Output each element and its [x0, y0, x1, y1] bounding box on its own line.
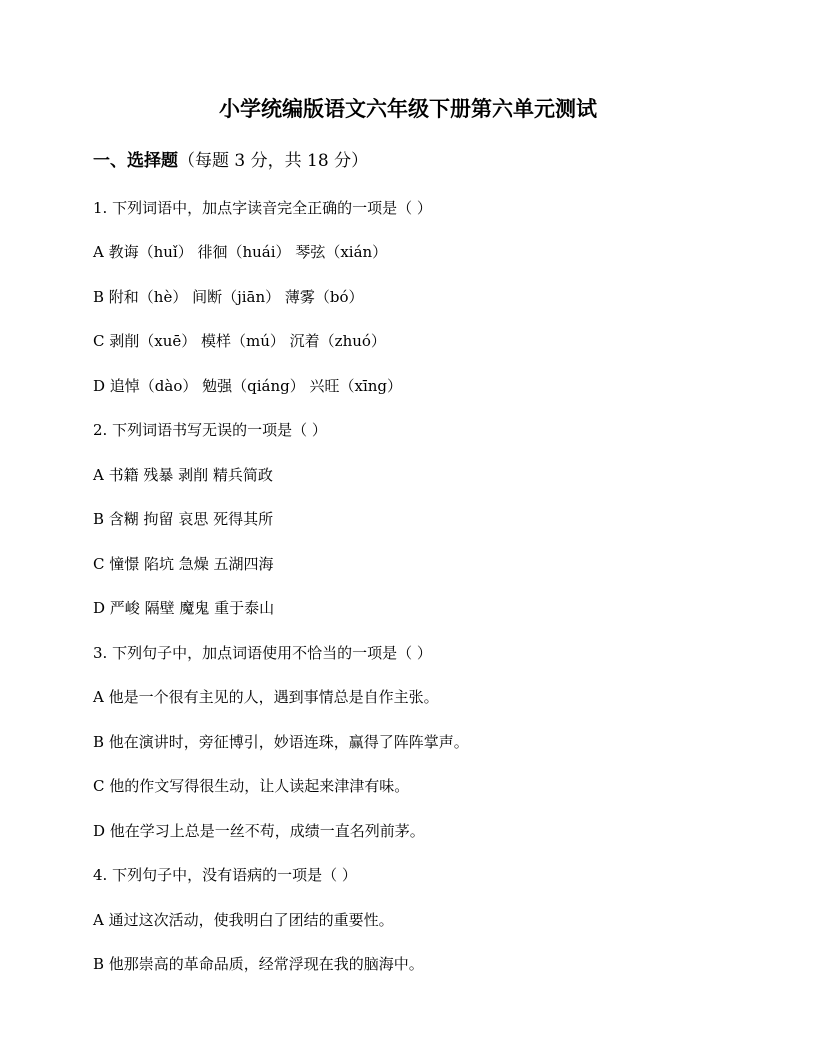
- question-1-option-b: B 附和（hè） 间断（jiān） 薄雾（bó）: [93, 288, 364, 306]
- question-2-option-c: C 憧憬 陷坑 急燥 五湖四海: [93, 555, 274, 573]
- question-4-option-b: B 他那崇高的革命品质，经常浮现在我的脑海中。: [93, 955, 424, 973]
- question-3-option-b: B 他在演讲时，旁征博引，妙语连珠，赢得了阵阵掌声。: [93, 733, 469, 751]
- question-2-option-a: A 书籍 残暴 剥削 精兵简政: [93, 466, 273, 484]
- question-3-stem: 3. 下列句子中，加点词语使用不恰当的一项是（ ）: [93, 644, 432, 662]
- question-2-option-d: D 严峻 隔壁 魔鬼 重于泰山: [93, 599, 275, 617]
- question-1-option-d: D 追悼（dào） 勉强（qiáng） 兴旺（xīng）: [93, 377, 403, 395]
- question-3-option-d: D 他在学习上总是一丝不苟，成绩一直名列前茅。: [93, 822, 425, 840]
- question-3-option-a: A 他是一个很有主见的人，遇到事情总是自作主张。: [93, 688, 439, 706]
- section-note: （每题 3 分，共 18 分）: [178, 151, 369, 171]
- question-1-stem: 1. 下列词语中，加点字读音完全正确的一项是（ ）: [93, 199, 432, 217]
- question-2-option-b: B 含糊 拘留 哀思 死得其所: [93, 510, 274, 528]
- document-title: 小学统编版语文六年级下册第六单元测试: [219, 96, 597, 121]
- question-4-stem: 4. 下列句子中，没有语病的一项是（ ）: [93, 866, 357, 884]
- question-4-option-a: A 通过这次活动，使我明白了团结的重要性。: [93, 911, 394, 929]
- question-3-option-c: C 他的作文写得很生动，让人读起来津津有味。: [93, 777, 410, 795]
- question-2-stem: 2. 下列词语书写无误的一项是（ ）: [93, 421, 327, 439]
- question-1-option-a: A 教诲（huǐ） 徘徊（huái） 琴弦（xián）: [93, 243, 388, 261]
- question-1-option-c: C 剥削（xuē） 模样（mú） 沉着（zhuó）: [93, 332, 386, 350]
- section-title: 一、选择题: [93, 151, 178, 171]
- section-heading: [93, 148, 368, 174]
